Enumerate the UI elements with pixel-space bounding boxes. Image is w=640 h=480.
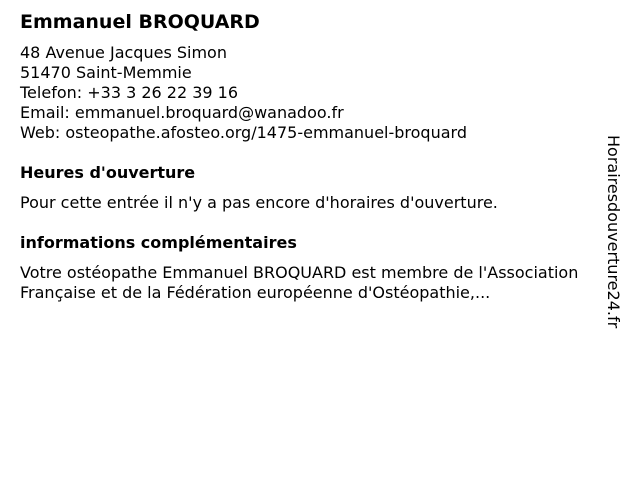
entry-card (20, 10, 600, 303)
entry-name: Emmanuel BROQUARD (20, 11, 260, 33)
email-line: Email: emmanuel.broquard@wanadoo.fr (20, 103, 344, 122)
phone-line: Telefon: +33 3 26 22 39 16 (20, 83, 239, 102)
opening-hours-text: Pour cette entrée il n'y a pas encore d'horaires d'ouverture. (20, 193, 498, 212)
additional-info-text: Votre ostéopathe Emmanuel BROQUARD est membre de l'Association Française et de la Fédération européenne d'Ostéopathie,... (20, 263, 579, 302)
web-line: Web: osteopathe.afosteo.org/1475-emmanuel-broquard (20, 123, 467, 142)
opening-hours-title: Heures d'ouverture (20, 163, 196, 182)
address-line: 48 Avenue Jacques Simon (20, 43, 227, 62)
site-watermark: Horairesdouverture24.fr (604, 135, 623, 329)
additional-info-title: informations complémentaires (20, 233, 297, 252)
city-line: 51470 Saint-Memmie (20, 63, 192, 82)
